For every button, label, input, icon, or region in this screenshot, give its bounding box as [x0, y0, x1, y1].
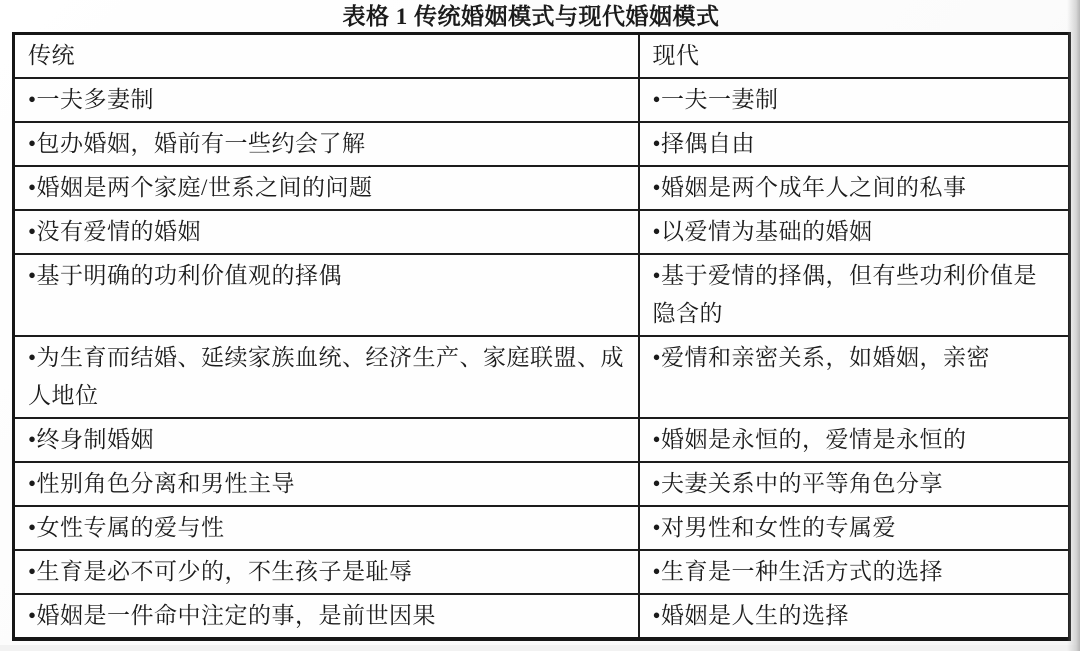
cell-modern: •婚姻是永恒的，爱情是永恒的 [639, 418, 1070, 462]
table-row [14, 336, 1070, 418]
cell-traditional: •生育是必不可少的，不生孩子是耻辱 [14, 550, 639, 594]
table-row [14, 78, 1070, 122]
table-row [14, 418, 1070, 462]
cell-traditional: •婚姻是两个家庭/世系之间的问题 [14, 166, 639, 210]
table-row [14, 462, 1070, 506]
cell-traditional: •为生育而结婚、延续家族血统、经济生产、家庭联盟、成人地位 [14, 336, 639, 418]
table-row [14, 210, 1070, 254]
cell-modern: •基于爱情的择偶，但有些功利价值是隐含的 [639, 254, 1070, 336]
marriage-comparison-table [12, 32, 1071, 641]
table-caption: 表格 1 传统婚姻模式与现代婚姻模式 [342, 4, 720, 29]
table-row [14, 254, 1070, 336]
cell-traditional: •性别角色分离和男性主导 [14, 462, 639, 506]
cell-modern: •婚姻是两个成年人之间的私事 [639, 166, 1070, 210]
table-row [14, 122, 1070, 166]
cell-modern: •爱情和亲密关系，如婚姻，亲密 [639, 336, 1070, 418]
cell-modern: •对男性和女性的专属爱 [639, 506, 1070, 550]
cell-modern: •夫妻关系中的平等角色分享 [639, 462, 1070, 506]
cell-traditional: •没有爱情的婚姻 [14, 210, 639, 254]
cell-traditional: •一夫多妻制 [14, 78, 639, 122]
column-header-traditional: 传统 [14, 34, 639, 79]
cell-traditional: •女性专属的爱与性 [14, 506, 639, 550]
cell-modern: •生育是一种生活方式的选择 [639, 550, 1070, 594]
cell-modern: •一夫一妻制 [639, 78, 1070, 122]
table-row [14, 166, 1070, 210]
cell-traditional: •基于明确的功利价值观的择偶 [14, 254, 639, 336]
column-header-modern: 现代 [639, 34, 1070, 79]
cell-modern: •婚姻是人生的选择 [639, 594, 1070, 639]
header-row [14, 34, 1070, 79]
cell-traditional: •婚姻是一件命中注定的事，是前世因果 [14, 594, 639, 639]
page-bottom-margin [0, 645, 1080, 651]
cell-traditional: •终身制婚姻 [14, 418, 639, 462]
table-row [14, 550, 1070, 594]
cell-modern: •择偶自由 [639, 122, 1070, 166]
cell-modern: •以爱情为基础的婚姻 [639, 210, 1070, 254]
table-row [14, 594, 1070, 639]
cell-traditional: •包办婚姻，婚前有一些约会了解 [14, 122, 639, 166]
table-row [14, 506, 1070, 550]
